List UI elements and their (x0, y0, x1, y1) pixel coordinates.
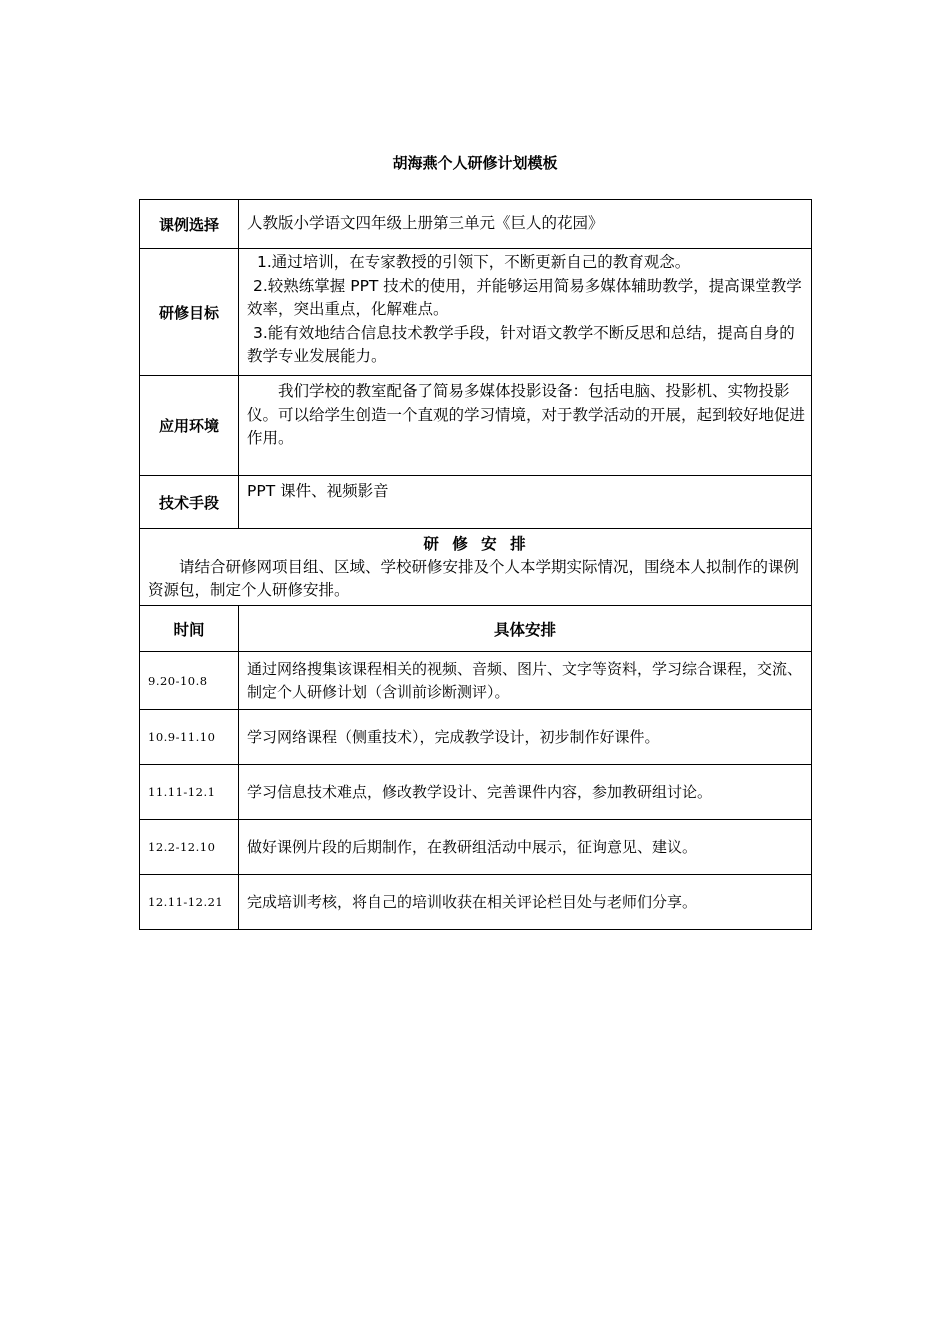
plan-cell: 通过网络搜集该课程相关的视频、音频、图片、文字等资料，学习综合课程，交流、制定个人研修计划（含训前诊断测评）。 (239, 652, 812, 710)
environment-value (239, 376, 812, 476)
table-row (140, 820, 812, 875)
goals-content (239, 249, 812, 376)
page-title: 胡海燕个人研修计划模板 (392, 154, 558, 172)
table-row (140, 710, 812, 765)
table-row (140, 765, 812, 820)
goal-item-3: 3.能有效地结合信息技术教学手段，针对语文教学不断反思和总结，提高自身的教学专业发展能力。 (247, 323, 795, 365)
plan-cell: 学习信息技术难点，修改教学设计、完善课件内容，参加教研组讨论。 (239, 765, 812, 820)
time-cell: 10.9-11.10 (140, 710, 239, 765)
environment-text: 我们学校的教室配备了简易多媒体投影设备：包括电脑、投影机、实物投影仪。可以给学生创造一个直观的学习情境，对于教学活动的开展，起到较好地促进作用。 (247, 382, 806, 447)
plan-cell: 完成培训考核，将自己的培训收获在相关评论栏目处与老师们分享。 (239, 875, 812, 930)
case-selection-label: 课例选择 (140, 200, 239, 249)
table-row (140, 875, 812, 930)
technique-value: PPT 课件、视频影音 (239, 476, 812, 529)
goal-item-2: 2.较熟练掌握 PPT 技术的使用，并能够运用简易多媒体辅助教学，提高课堂教学效率，突出重点，化解难点。 (247, 276, 802, 318)
arrangement-description: 请结合研修网项目组、区域、学校研修安排及个人本学期实际情况，围绕本人拟制作的课例资源包，制定个人研修安排。 (148, 557, 800, 599)
case-selection-row (140, 200, 812, 249)
technique-row (140, 476, 812, 529)
time-column-header: 时间 (140, 606, 239, 652)
plan-cell: 做好课例片段的后期制作，在教研组活动中展示，征询意见、建议。 (239, 820, 812, 875)
technique-label: 技术手段 (140, 476, 239, 529)
table-row (140, 652, 812, 710)
goals-label: 研修目标 (140, 249, 239, 376)
plan-column-header: 具体安排 (239, 606, 812, 652)
goal-item-1: 1.通过培训，在专家教授的引领下，不断更新自己的教育观念。 (257, 253, 691, 271)
time-cell: 9.20-10.8 (140, 652, 239, 710)
arrangement-header-row (140, 606, 812, 652)
environment-label: 应用环境 (140, 376, 239, 476)
time-cell: 11.11-12.1 (140, 765, 239, 820)
arrangement-section-row (140, 529, 812, 606)
arrangement-section (140, 529, 812, 606)
arrangement-title: 研 修 安 排 (423, 534, 530, 553)
study-plan-table (139, 199, 812, 930)
time-cell: 12.2-12.10 (140, 820, 239, 875)
goals-row (140, 249, 812, 376)
environment-row (140, 376, 812, 476)
plan-cell: 学习网络课程（侧重技术），完成教学设计，初步制作好课件。 (239, 710, 812, 765)
case-selection-value: 人教版小学语文四年级上册第三单元《巨人的花园》 (239, 200, 812, 249)
time-cell: 12.11-12.21 (140, 875, 239, 930)
